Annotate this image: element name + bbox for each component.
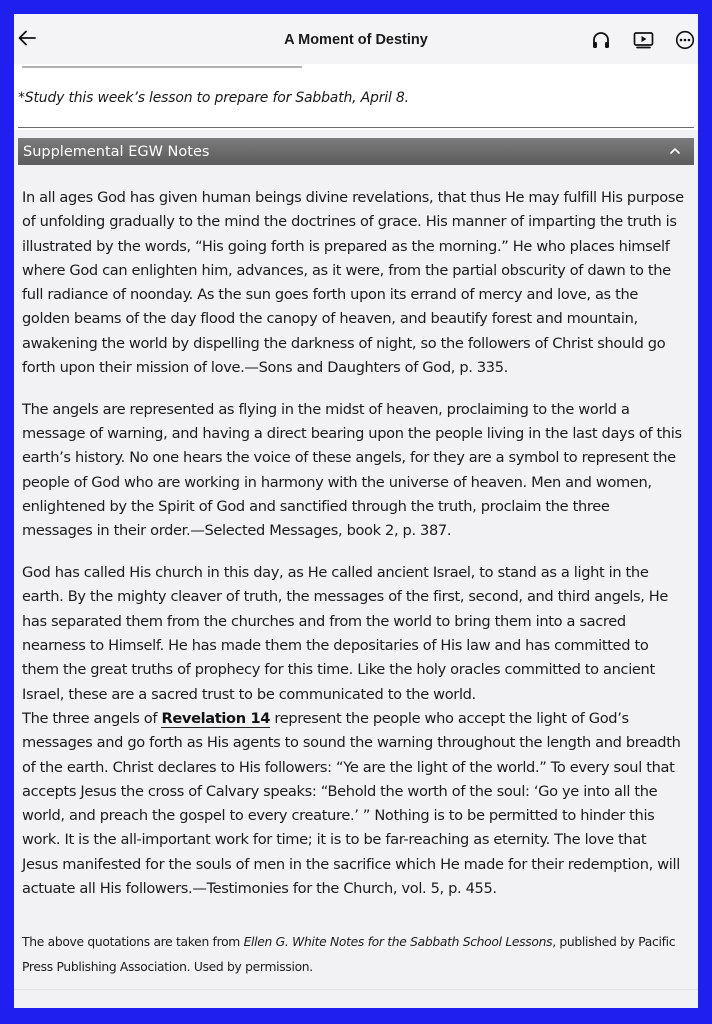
section-title: Supplemental EGW Notes: [23, 143, 210, 160]
audio-button[interactable]: [590, 29, 612, 51]
clipped-text-line: [22, 64, 302, 70]
paragraph-text: The three angels of: [22, 709, 162, 727]
video-play-icon: [633, 31, 654, 49]
app-window: [14, 14, 698, 1008]
section-divider: [18, 127, 694, 128]
supplemental-notes-header[interactable]: [18, 138, 694, 165]
study-note: *Study this week’s lesson to prepare for Sabbath, April 8.: [18, 90, 409, 106]
notes-paragraph: In all ages God has given human beings divine revelations, that thus He may fulfill His purpose of unfolding gradually to the mind the doctrines of grace. His manner of imparting the truth is illustrated by the words, “His going forth is prepared as the morning.” He who places himself where God can enlighten him, advances, as it were, from the partial obscurity of dawn to the full radiance of noonday. As the sun goes forth upon its errand of mercy and love, as the golden beams of the day flood the canopy of heaven, and beautify forest and mountain, awakening the world by dispelling the darkness of night, so the followers of Christ should go forth upon their mission of love.—Sons and Daughters of God, p. 335.: [22, 189, 684, 377]
lesson-content-panel: [14, 64, 698, 130]
notes-paragraph: God has called His church in this day, as He called ancient Israel, to stand as a light in the earth. By the mighty cleaver of truth, the messages of the first, second, and third angels, He has separated them from the churches and from the world to bring them into a sacred nearness to Himself. He has made them the depositaries of His law and has committed to them the great truths of prophecy for this time. Like the holy oracles committed to ancient Israel, these are a sacred trust to be communicated to the world.: [22, 564, 669, 703]
attribution-footnote: [22, 930, 684, 980]
page-title: A Moment of Destiny: [284, 32, 428, 48]
footnote-text: , published by Pacific Press Publishing Association. Used by permission.: [22, 935, 676, 974]
chevron-up-icon[interactable]: [668, 146, 682, 156]
notes-paragraph: The angels are represented as flying in the midst of heaven, proclaiming to the world a message of warning, and having a direct bearing upon the people living in the last days of this earth’s history. No one hears the voice of these angels, for they are a symbol to represent the people of God who are working in harmony with the universe of heaven. Men and women, enlightened by the Spirit of God and sanctified through the truth, proclaim the three messages in their order.—Selected Messages, book 2, p. 387.: [22, 400, 682, 540]
toolbar-actions: [590, 29, 696, 51]
notes-paragraph: [22, 707, 684, 901]
more-options-button[interactable]: [674, 29, 696, 51]
headphones-icon: [591, 31, 611, 49]
bottom-divider: [14, 989, 698, 990]
top-navigation-bar: [14, 14, 698, 64]
footnote-text: The above quotations are taken from: [22, 935, 244, 949]
revelation-14-link[interactable]: Revelation 14: [161, 709, 271, 727]
more-options-icon: [675, 30, 695, 50]
book-title: Ellen G. White Notes for the Sabbath School Lessons: [243, 935, 553, 949]
video-button[interactable]: [632, 29, 654, 51]
paragraph-text: represent the people who accept the light of God’s messages and go forth as His agents to sound the warning throughout the length and breadth of the earth. Christ declares to His followers: “Ye are the light of the world.” To every soul that accepts Jesus the cross of Calvary speaks: “Behold the worth of the soul: ‘Go ye into all the world, and preach the gospel to every creature.’ ” Nothing is to be permitted to hinder this work. It is the all-important work for time; it is to be far-reaching as eternity. The love that Jesus manifested for the souls of men in the sacrifice which He made for their redemption, will actuate all His followers.—Testimonies for the Church, vol. 5, p. 455.: [22, 709, 681, 898]
egw-notes-content: [22, 186, 684, 919]
